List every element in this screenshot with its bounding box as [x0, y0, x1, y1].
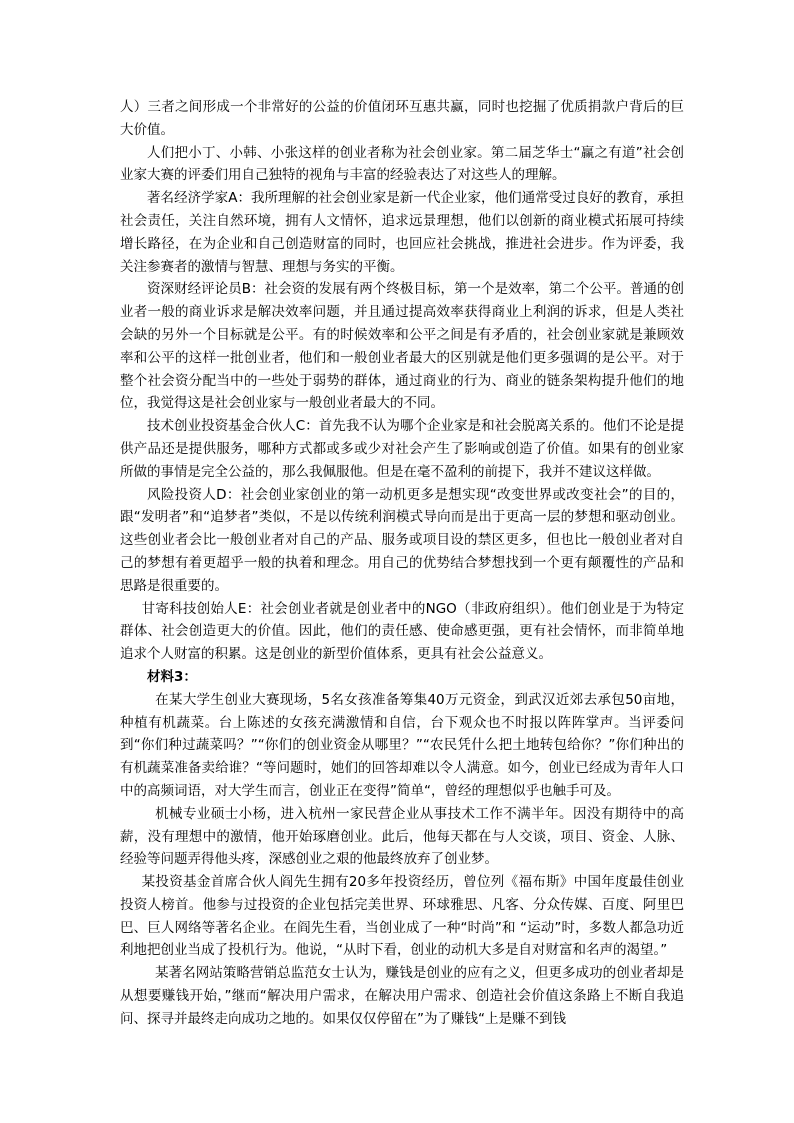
- paragraph-partner-c: 技术创业投资基金合伙人C：首先我不认为哪个企业家是和社会脱离关系的。他们不论是提供产品还是提供服务，哪种方式都或多或少对社会产生了影响或创造了价值。如果有的创业家所做的事情是完全公益的，那么我佩服他。但是在毫不盈利的前提下，我并不建议这样做。: [120, 418, 684, 480]
- paragraph-contest-scene: 在某大学生创业大赛现场，5名女孩准备筹集40万元资金，到武汉近郊去承包50亩地，种植有机蔬菜。台上陈述的女孩充满激情和自信，台下观众也不时报以阵阵掌声。当评委问到“你们种过蔬菜吗？”“你们的创业资金从哪里？”“农民凭什么把土地转包给你？”你们种出的有机蔬菜准备卖给谁？“等问题时，她们的回答却难以令人满意。如今，创业已经成为青年人口中的高频词语，对大学生而言，创业正在变得”简单“，曾经的理想似乎也触手可及。: [120, 691, 684, 799]
- paragraph-ms-fan: 某著名网站策略营销总监范女士认为，赚钱是创业的应有之义，但更多成功的创业者却是从想要赚钱开始，”继而“解决用户需求，在解决用户需求、创造社会价值这条路上不断自我追问、探寻并最终走向成功之地的。如果仅仅停留在”为了赚钱“上是赚不到钱: [120, 965, 684, 1027]
- paragraph-mr-yan: 某投资基金首席合伙人阎先生拥有20多年投资经历，曾位列《福布斯》中国年度最佳创业投资人榜首。他参与过投资的企业包括完美世界、环球雅思、凡客、分众传媒、百度、阿里巴巴、巨人网络等著名企业。在阎先生看，当创业成了一种“时尚”和 “运动”时，多数人都急功近利地把创业当成了投机行为。他说，“从时下看，创业的动机大多是自对财富和名声的渴望。”: [120, 874, 685, 959]
- paragraph-value-loop: 人）三者之间形成一个非常好的公益的价值闭环互惠共赢，同时也挖掘了优质捐款户背后的巨大价值。: [120, 99, 684, 138]
- paragraph-xiao-yang: 机械专业硕士小杨，进入杭州一家民营企业从事技术工作不满半年。因没有期待中的高薪，没有理想中的激情，他开始琢磨创业。此后，他每天都在与人交谈，项目、资金、人脉、经验等问题弄得他头疼，深感创业之艰的他最终放弃了创业梦。: [120, 805, 684, 868]
- paragraph-social-entrepreneurs-intro: 人们把小丁、小韩、小张这样的创业者称为社会创业家。第二届芝华士“赢之有道”社会创业家大赛的评委们用自己独特的视角与丰富的经验表达了对这些人的理解。: [120, 144, 684, 184]
- paragraph-founder-e: 甘寄科技创始人E：社会创业者就是创业者中的NGO（非政府组织）。他们创业是于为特定群体、社会创造更大的价值。因此，他们的责任感、使命感更强，更有社会情怀，而非简单地追求个人财富的积累。这是创业的新型价值体系，更具有社会公益意义。: [120, 600, 684, 663]
- section-heading-material-3: 材料3：: [147, 668, 197, 685]
- paragraph-investor-d: 风险投资人D：社会创业家创业的第一动机更多是想实现“改变世界或改变社会”的目的，跟“发明者”和“追梦者”类似，不是以传统利润模式导向而是出于更高一层的梦想和驱动创业。这些创业者会比一般创业者对自己的产品、服务或项目设的禁区更多，但也比一般创业者对自己的梦想有着更超乎一般的执着和理念。用自己的优势结合梦想找到一个更有颠覆性的产品和思路是很重要的。: [120, 486, 684, 594]
- paragraph-economist-a: 著名经济学家A：我所理解的社会创业家是新一代企业家，他们通常受过良好的教育，承担社会责任，关注自然环境，拥有人文情怀，追求远景理想，他们以创新的商业模式拓展可持续增长路径，在为企业和自己创造财富的同时，也回应社会挑战，推进社会进步。作为评委，我关注参赛者的激情与智慧、理想与务实的平衡。: [120, 190, 684, 275]
- paragraph-commentator-b: 资深财经评论员B：社会资的发展有两个终极目标，第一个是效率，第二个公平。普通的创业者一般的商业诉求是解决效率问题，并且通过提高效率获得商业上利润的诉求，但是人类社会缺的另外一个目标就是公平。有的时候效率和公平之间是有矛盾的，社会创业家就是兼顾效率和公平的这样一批创业者，他们和一般创业者最大的区别就是他们更多强调的是公平。对于整个社会资分配当中的一些处于弱势的群体，通过商业的行为、商业的链条架构提升他们的地位，我觉得这是社会创业家与一般创业者最大的不同。: [120, 281, 684, 412]
- document-page: [120, 96, 684, 1031]
